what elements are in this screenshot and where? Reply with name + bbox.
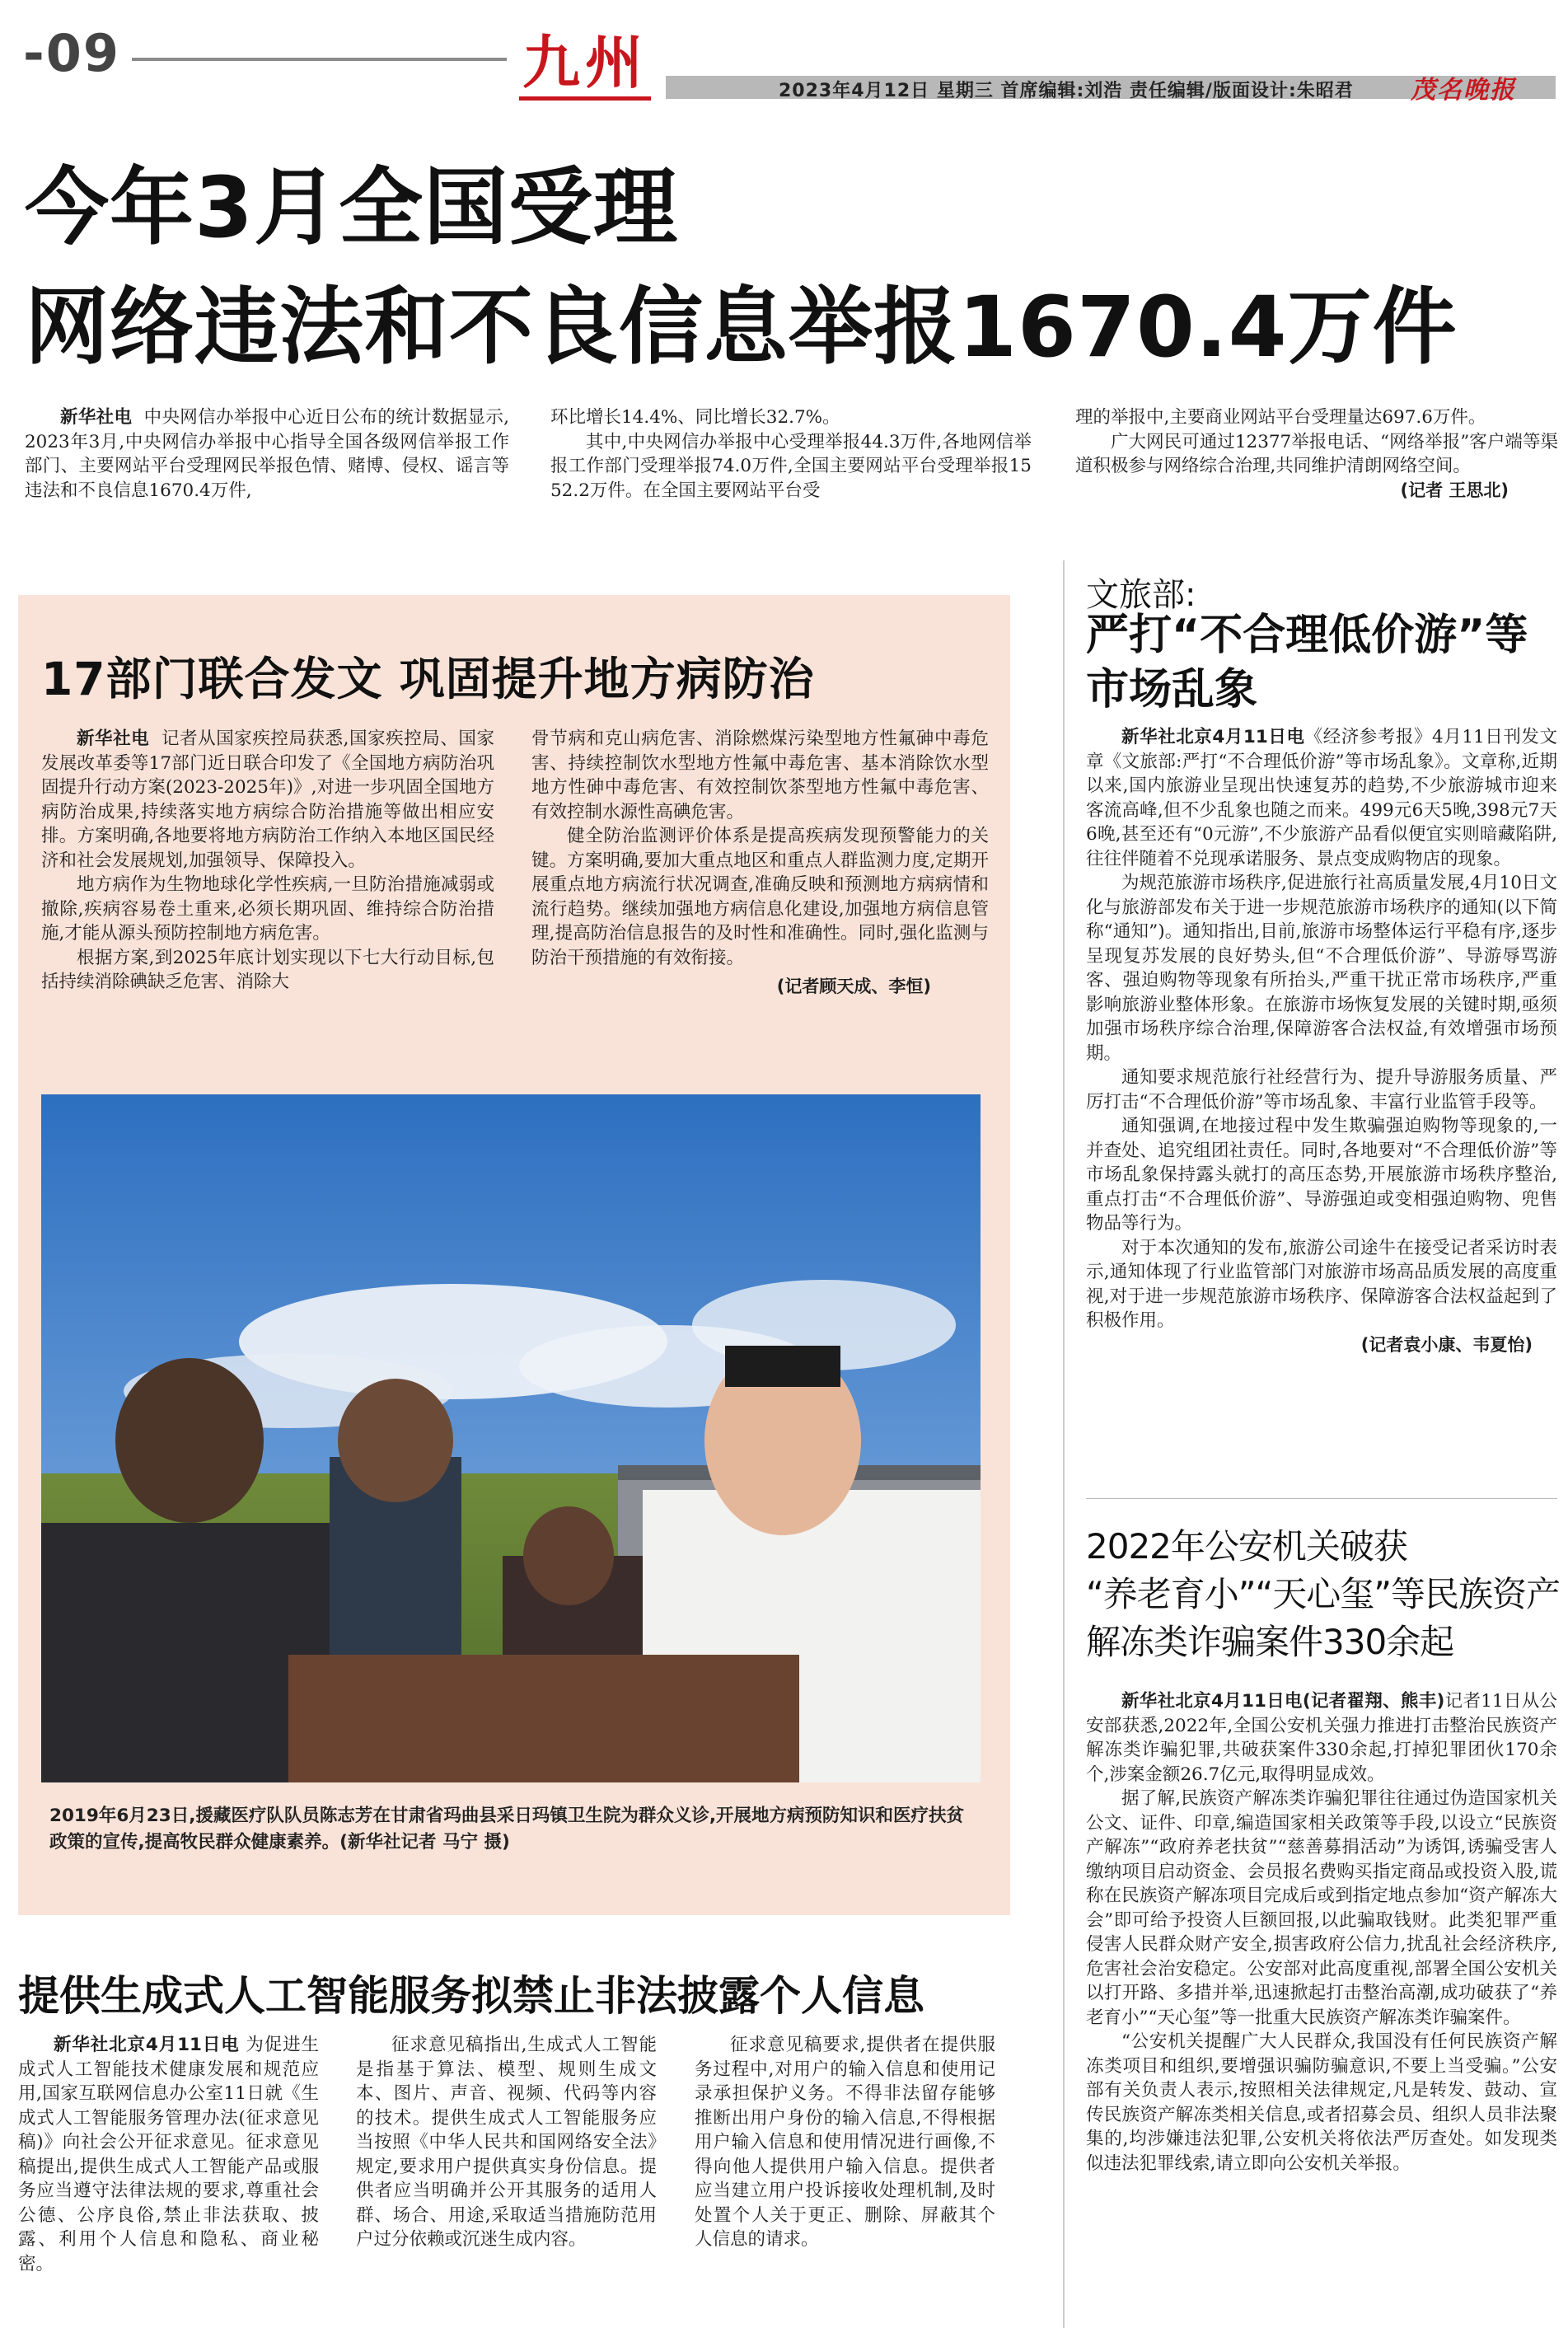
article3-col1-text: 为促进生成式人工智能技术健康发展和规范应用,国家互联网信息办公室11日就《生成式人工智能服务管理办法(征求意见稿)》向社会公开征求意见。征求意见稿提出,提供生成式人工智能产品或服务应当遵守法律法规的要求,尊重社会公德、公序良俗,禁止非法获取、披露、利用个人信息和隐私、商业秘密。 [18,2035,319,2274]
main-headline [25,148,1557,387]
right1-byline: (记者袁小康、韦夏怡) [1360,1334,1533,1355]
paper-logo: 茂名晚报 [1411,76,1516,105]
right1-kicker: 文旅部: [1086,576,1196,614]
article2-col1-p1: 记者从国家疾控局获悉,国家疾控局、国家发展改革委等17部门近日联合印发了《全国地方病防治巩固提升行动方案(2023-2025年)》,对进一步巩固全国地方病防治成果,持续落实地方病综合防治措施等做出相应安排。方案明确,各地要将地方病防治工作纳入本地区国民经济和社会发展规划,加强领导、保障投入。 [41,728,494,871]
article2-byline: (记者顾天成、李恒) [776,977,931,996]
article1-col3-p1: 理的举报中,主要商业网站平台受理量达697.6万件。 [1075,407,1486,428]
right1-p5: 对于本次通知的发布,旅游公司途牛在接受记者采访时表示,通知体现了行业监管部门对旅游市场高品质发展的高度重视,对于进一步规范旅游市场秩序、保障游客合法权益起到了积极作用。 [1086,1237,1557,1331]
right2-title-line2: “养老育小”“天心玺”等民族资产 [1086,1574,1561,1614]
article2-col2 [531,727,989,1000]
right1-p1: 《经济参考报》4月11日刊发文章《文旅部:严打“不合理低价游”等市场乱象》。文章称,近期以来,国内旅游业呈现出快速复苏的趋势,不少旅游城市迎来客流高峰,但不少乱象也随之而来。499元6天5晚,398元7天6晚,甚至还有“0元游”,不少旅游产品看似便宜实则暗藏陷阱,往往伴随着不兑现承诺服务、景点变成购物店的现象。 [1086,727,1557,869]
date-line: 2023年4月12日 星期三 首席编辑:刘浩 责任编辑/版面设计:朱昭君 [779,81,1354,101]
article2-col1-p2: 地方病作为生物地球化学性疾病,一旦防治措施减弱或撤除,疾病容易卷土重来,必须长期巩固、维持综合防治措施,才能从源头预防控制地方病危害。 [41,874,494,944]
right1-title-line1: 严打“不合理低价游”等 [1086,611,1528,660]
right2-p1: 记者11日从公安部获悉,2022年,全国公安机关强力推进打击整治民族资产解冻类诈骗犯罪,共破获案件330余起,打掉犯罪团伙170余个,涉案金额26.7亿元,取得明显成效。 [1086,1691,1557,1785]
article3-lead: 新华社北京4月11日电 [54,2035,240,2055]
article2-col1 [41,727,494,995]
article2-col2-p2: 健全防治监测评价体系是提高疾病发现预警能力的关键。方案明确,要加大重点地区和重点人群监测力度,定期开展重点地方病流行状况调查,准确反映和预测地方病病情和流行趋势。继续加强地方病信息化建设,加强地方病信息管理,提高防治信息报告的及时性和准确性。同时,强化监测与防治干预措施的有效衔接。 [531,826,989,968]
article3-col1 [18,2033,319,2276]
header-rule [132,58,507,61]
article3-col3 [695,2033,995,2252]
right2-title-line1: 2022年公安机关破获 [1086,1526,1407,1567]
article2-col1-p3: 根据方案,到2025年底计划实现以下七大行动目标,包括持续消除碘缺乏危害、消除大 [41,947,494,992]
right-section-rule [1086,1498,1557,1499]
right1-lead: 新华社北京4月11日电 [1121,727,1305,747]
article3-col3-text: 征求意见稿要求,提供者在提供服务过程中,对用户的输入信息和使用记录承担保护义务。不得非法留存能够推断出用户身份的输入信息,不得根据用户输入信息和使用情况进行画像,不得向他人提供用户输入信息。提供者应当建立用户投诉接收处理机制,及时处置个人关于更正、删除、屏蔽其个人信息的请求。 [695,2035,995,2250]
article1-col3 [1075,405,1558,503]
article2-title: 17部门联合发文 巩固提升地方病防治 [41,653,815,705]
right2-p2: 据了解,民族资产解冻类诈骗犯罪往往通过伪造国家机关公文、证件、印章,编造国家相关政策等手段,以设立“民族资产解冻”“政府养老扶贫”“慈善募捐活动”为诱饵,诱骗受害人缴纳项目启动资金、会员报名费购买指定商品或投资入股,谎称在民族资产解冻项目完成后或到指定地点参加“资产解冻大会”即可给予投资人巨额回报,以此骗取钱财。此类犯罪严重侵害人民群众财产安全,损害政府公信力,扰乱社会经济秩序,危害社会治安稳定。公安部对此高度重视,部署全国公安机关以打开路、多措并举,迅速掀起打击整治高潮,成功破获了“养老育小”“天心玺”等一批重大民族资产解冻类诈骗案件。 [1086,1788,1557,2028]
article1-col3-p2: 广大网民可通过12377举报电话、“网络举报”客户端等渠道积极参与网络综合治理,共同维护清朗网络空间。 [1075,431,1558,476]
article1-col1 [25,405,509,503]
page-number: -09 [23,23,121,83]
article1-col2 [550,405,1032,503]
right1-title-line2: 市场乱象 [1086,665,1258,714]
article1-col2-p2: 其中,中央网信办举报中心受理举报44.3万件,各地网信举报工作部门受理举报74.0万件,全国主要网站平台受理举报1552.2万件。在全国主要网站平台受 [550,431,1032,501]
article3-title: 提供生成式人工智能服务拟禁止非法披露个人信息 [18,1972,924,2020]
right1-p3: 通知要求规范旅行社经营行为、提升导游服务质量、严厉打击“不合理低价游”等市场乱象、丰富行业监管手段等。 [1086,1067,1557,1112]
section-name: 九州 [519,25,651,101]
main-headline-line2: 网络违法和不良信息举报1670.4万件 [25,279,1458,377]
photo-illustration [41,1094,981,1782]
article3-col2 [356,2033,657,2252]
article2-col2-p1: 骨节病和克山病危害、消除燃煤污染型地方性氟砷中毒危害、持续控制饮水型地方性氟中毒危害、基本消除饮水型地方性砷中毒危害、有效控制饮茶型地方性氟中毒危害、有效控制水源性高碘危害。 [531,728,989,822]
right2-title-line3: 解冻类诈骗案件330余起 [1086,1622,1454,1662]
right2-p3: “公安机关提醒广大人民群众,我国没有任何民族资产解冻类项目和组织,要增强识骗防骗意识,不要上当受骗。”公安部有关负责人表示,按照相关法律规定,凡是转发、鼓动、宣传民族资产解冻类相关信息,或者招募会员、组织人员非法聚集的,均涉嫌违法犯罪,公安机关将依法严厉查处。如发现类似违法犯罪线索,请立即向公安机关举报。 [1086,2031,1557,2174]
right1-p4: 通知强调,在地接过程中发生欺骗强迫购物等现象的,一并查处、追究组团社责任。同时,各地要对“不合理低价游”等市场乱象保持露头就打的高压态势,开展旅游市场秩序整治,重点打击“不合理低价游”、导游强迫或变相强迫购物、兜售物品等行为。 [1086,1116,1557,1234]
article1-lead: 新华社电 [60,407,133,428]
right2-lead: 新华社北京4月11日电(记者翟翔、熊丰) [1121,1691,1445,1712]
right2-body [1086,1689,1557,2176]
photo-caption: 2019年6月23日,援藏医疗队队员陈志芳在甘肃省玛曲县采日玛镇卫生院为群众义诊,开展地方病预防知识和医疗扶贫政策的宣传,提高牧民群众健康素养。(新华社记者 马宁 摄) [49,1806,965,1853]
article1-col2-p1: 环比增长14.4%、同比增长32.7%。 [550,407,840,428]
right1-body [1086,725,1557,1357]
main-headline-line1: 今年3月全国受理 [25,159,678,257]
column-divider [1063,560,1065,2328]
right2-title [1086,1523,1564,1666]
article1-col1-text: 中央网信办举报中心近日公布的统计数据显示,2023年3月,中央网信办举报中心指导全国各级网信举报工作部门、主要网站平台受理网民举报色情、赌博、侵权、谣言等违法和不良信息1670.4万件, [25,407,509,501]
right1-p2: 为规范旅游市场秩序,促进旅行社高质量发展,4月10日文化与旅游部发布关于进一步规范旅游市场秩序的通知(以下简称“通知”)。通知指出,目前,旅游市场整体运行平稳有序,逐步呈现复苏发展的良好势头,但“不合理低价游”、导游辱骂游客、强迫购物等现象有所抬头,严重干扰正常市场秩序,严重影响旅游业整体形象。在旅游市场恢复发展的关键时期,亟须加强市场秩序综合治理,保障游客合法权益,有效增强市场预期。 [1086,873,1557,1064]
news-photo [41,1094,981,1782]
article3-col2-text: 征求意见稿指出,生成式人工智能是指基于算法、模型、规则生成文本、图片、声音、视频、代码等内容的技术。提供生成式人工智能服务应当按照《中华人民共和国网络安全法》规定,要求用户提供真实身份信息。提供者应当明确并公开其服务的适用人群、场合、用途,采取适当措施防范用户过分依赖或沉迷生成内容。 [356,2035,657,2250]
article1-byline: (记者 王思北) [1400,480,1509,500]
right1-title [1086,608,1564,717]
article2-lead: 新华社电 [77,728,150,749]
